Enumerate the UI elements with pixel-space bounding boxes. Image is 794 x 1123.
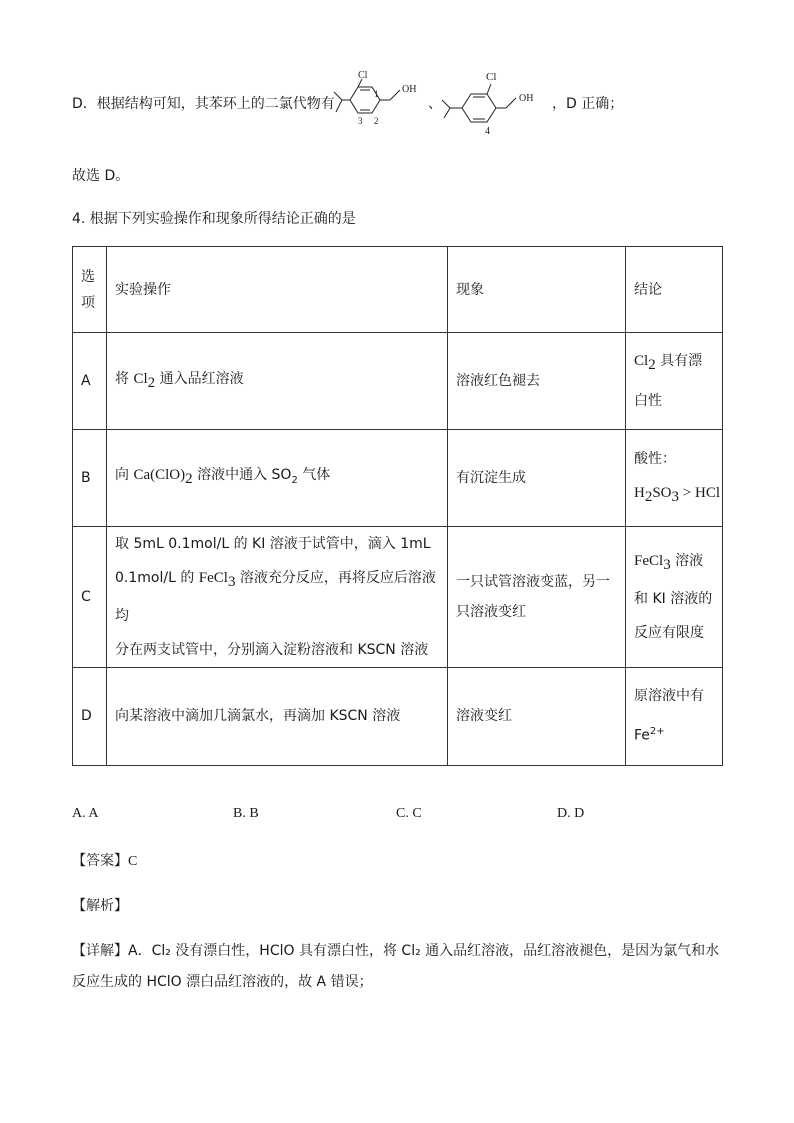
detail-text-line2: 反应生成的 HClO 漂白品红溶液的，故 A 错误； [72,974,373,990]
svg-text:Cl: Cl [486,71,497,83]
row-phenomenon: 有沉淀生成 [448,430,626,527]
table-row [73,527,723,668]
table-row [73,430,723,527]
header-operation: 实验操作 [107,247,448,333]
dichloro-structure-2-diagram [440,66,550,140]
svg-text:4: 4 [485,126,490,137]
experiment-table [72,246,723,766]
question-title: 4. 根据下列实验操作和现象所得结论正确的是 [72,211,356,227]
answer-label: 【答案】 [72,853,128,869]
header-conclusion: 结论 [626,247,723,333]
choice-b: B. B [233,806,259,821]
dichloro-structure-1-diagram [332,70,432,132]
header-option: 选项 [73,247,107,333]
svg-text:1: 1 [374,89,379,99]
row-conclusion: $Cl_2$ 具有漂 白性 [626,333,723,430]
option-d-text: D．根据结构可知，其苯环上的二氯代物有 [72,96,335,112]
row-operation: 将 $Cl_2$ 通入品红溶液 [107,333,448,430]
row-option: A [73,333,107,430]
choice-c: C. C [396,806,422,821]
final-choice: 故选 D。 [72,168,130,184]
header-phenomenon: 现象 [448,247,626,333]
row-conclusion: FeCl$_3$ 溶液 和 KI 溶液的 反应有限度 [626,527,723,668]
analysis-label: 【解析】 [72,898,128,914]
answer-line [72,850,137,870]
row-conclusion: 原溶液中有 $Fe^{2+}$ [626,667,723,765]
row-phenomenon: 一只试管溶液变蓝，另一 只溶液变红 [448,527,626,668]
row-operation: 向 $Ca(ClO)_2$ 溶液中通入 $SO_2$ 气体 [107,430,448,527]
choice-d: D. D [557,806,585,821]
svg-text:Cl: Cl [358,70,368,81]
option-d-conclusion: ，D 正确； [552,96,624,112]
row-phenomenon: 溶液红色褪去 [448,333,626,430]
separator: 、 [428,96,442,112]
row-option: B [73,430,107,527]
row-conclusion: 酸性： $H_2SO_3$ > HCl [626,430,723,527]
table-header-row [73,247,723,333]
row-option: C [73,527,107,668]
row-operation: 取 5mL 0.1mol/L 的 KI 溶液于试管中，滴入 1mL 0.1mol/L 的 FeCl$_3$ 溶液充分反应，再将反应后溶液均 分在两支试管中，分别滴入淀粉溶液和 KSCN 溶液 [107,527,448,668]
svg-text:OH: OH [402,84,417,95]
svg-text:OH: OH [519,93,534,104]
choice-a: A. A [72,806,99,821]
svg-text:2: 2 [374,116,379,126]
detail-text-line1: 【详解】A．Cl₂ 没有漂白性，HClO 具有漂白性，将 Cl₂ 通入品红溶液，品红溶液褪色，是因为氯气和水 [72,943,720,959]
table-row [73,333,723,430]
row-option: D [73,667,107,765]
table-row [73,667,723,765]
svg-text:3: 3 [358,116,363,126]
row-phenomenon: 溶液变红 [448,667,626,765]
answer-value: C [128,854,138,869]
row-operation: 向某溶液中滴加几滴氯水，再滴加 KSCN 溶液 [107,667,448,765]
